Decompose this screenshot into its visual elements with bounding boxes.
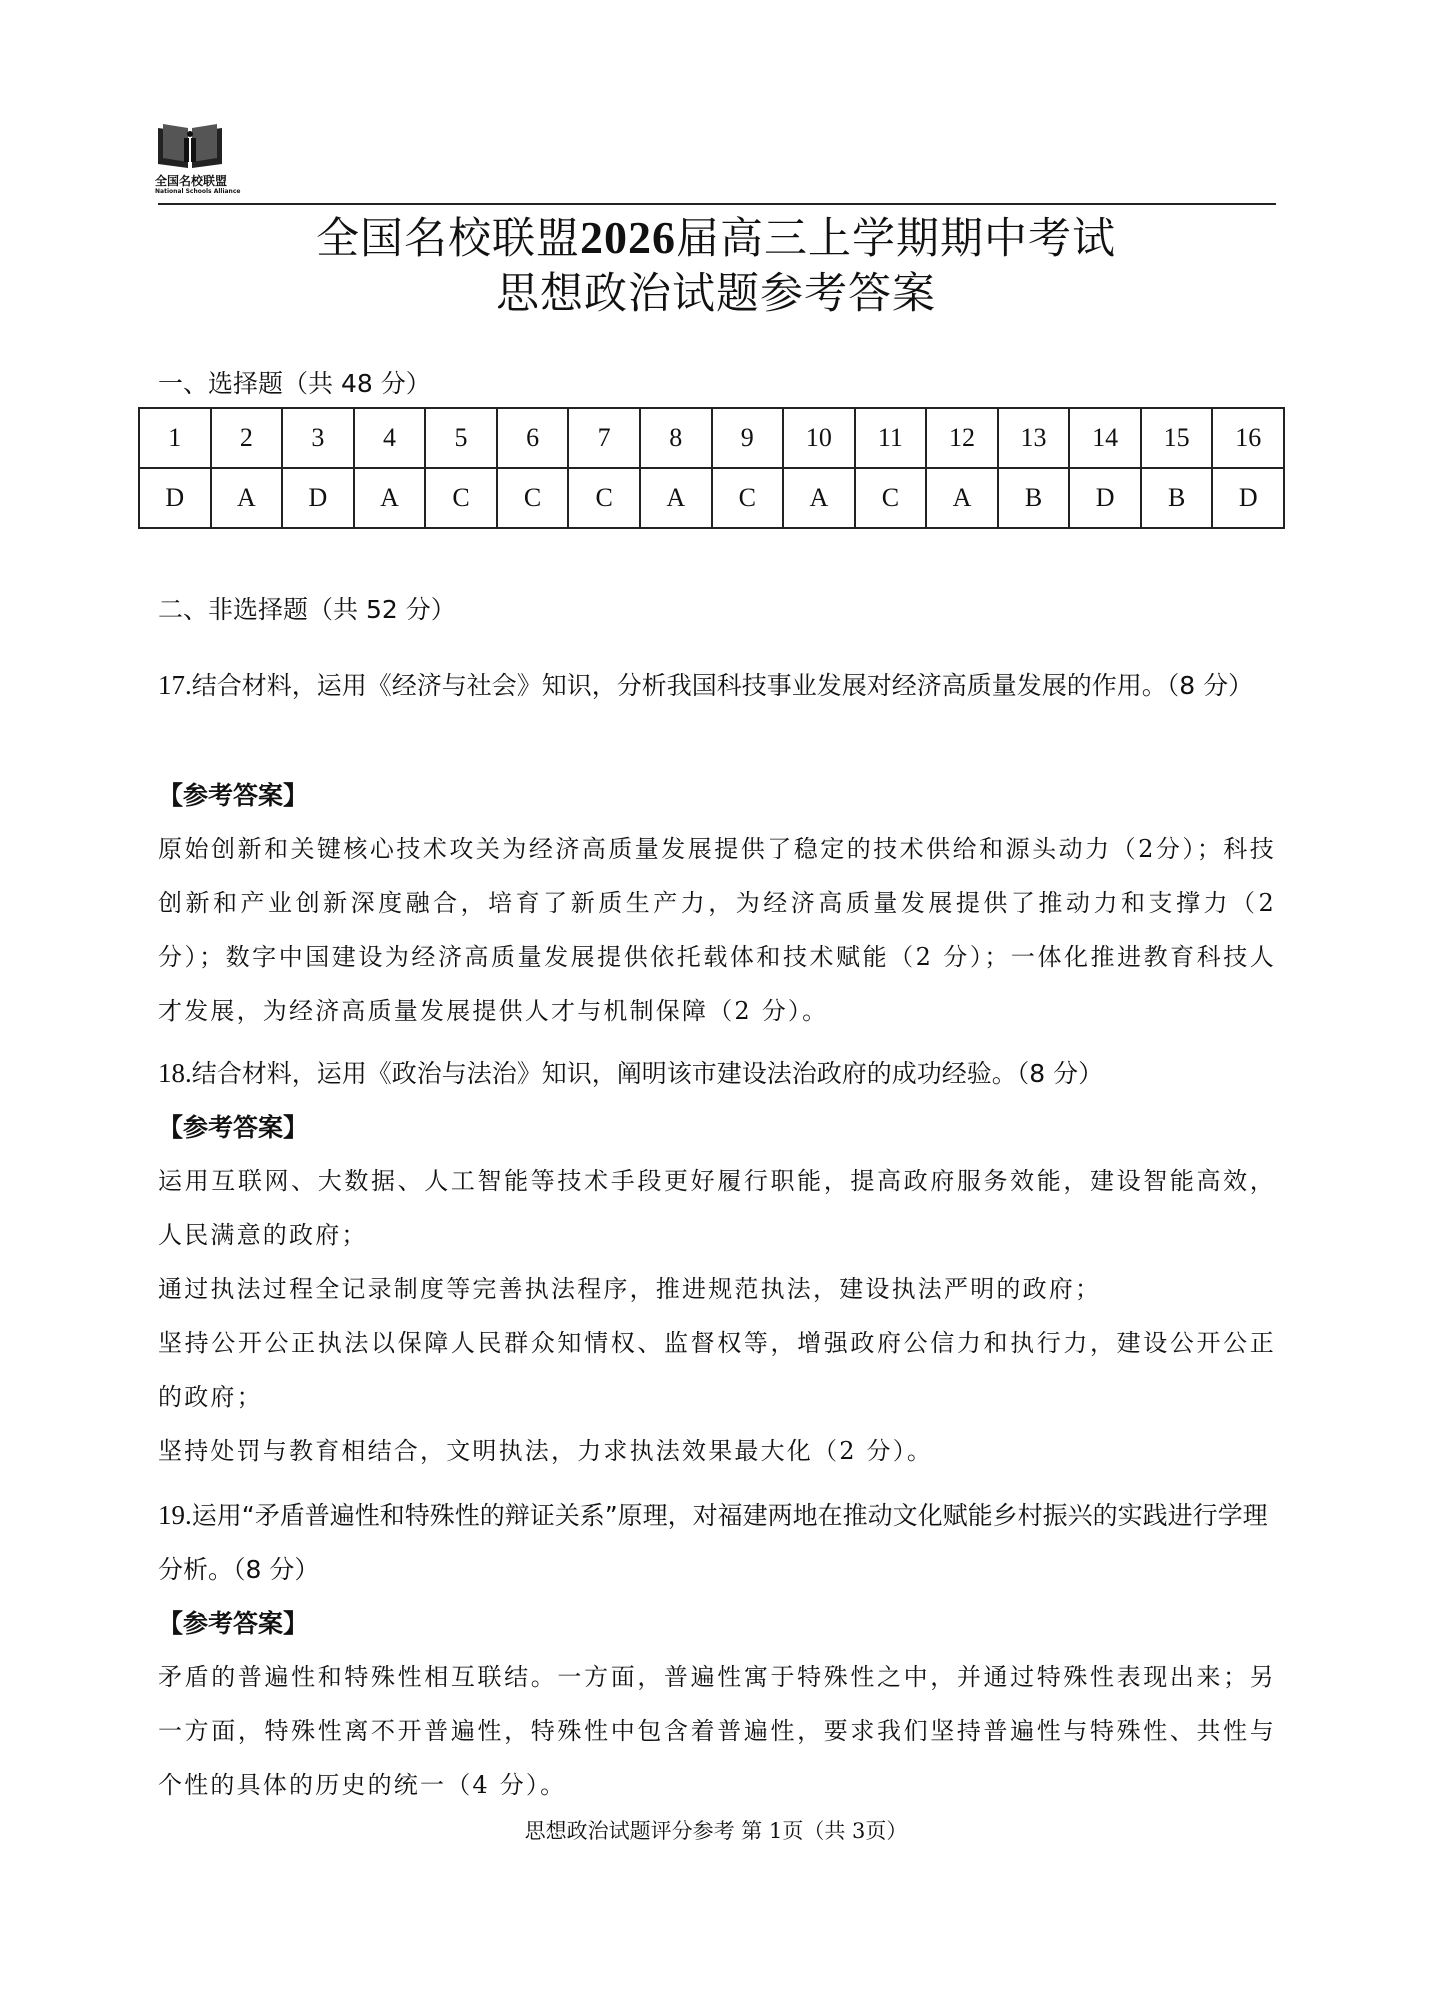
question-number-row [139, 408, 1284, 468]
question-17-answer [158, 822, 1276, 1038]
question-number-cell: 11 [855, 408, 927, 468]
question-number-cell: 14 [1069, 408, 1141, 468]
question-number-cell: 4 [354, 408, 426, 468]
answer-cell: D [139, 468, 211, 528]
question-number-cell: 1 [139, 408, 211, 468]
answer-cell: C [497, 468, 569, 528]
title-suffix: 届高三上学期期中考试 [676, 214, 1116, 264]
question-number-cell: 12 [926, 408, 998, 468]
question-number-cell: 13 [998, 408, 1070, 468]
question-text: 运用“矛盾普遍性和特殊性的辩证关系”原理，对福建两地在推动文化赋能乡村振兴的实践进行学理分析。（8 分） [158, 1501, 1268, 1584]
answer-paragraph: 运用互联网、大数据、人工智能等技术手段更好履行职能，提高政府服务效能，建设智能高效，人民满意的政府； [158, 1167, 1276, 1249]
answer-cell: B [1141, 468, 1213, 528]
answer-row [139, 468, 1284, 528]
reference-answer-label: 【参考答案】 [158, 781, 309, 810]
question-19-prompt [158, 1488, 1278, 1597]
answer-cell: D [1212, 468, 1284, 528]
question-text: 结合材料，运用《政治与法治》知识，阐明该市建设法治政府的成功经验。（8 分） [191, 1059, 1104, 1088]
document-title [0, 210, 1432, 267]
question-number-cell: 8 [640, 408, 712, 468]
answer-cell: C [712, 468, 784, 528]
logo-name-en: National Schools Alliance [155, 188, 241, 195]
question-number-cell: 5 [425, 408, 497, 468]
question-18-prompt [158, 1046, 1278, 1101]
multiple-choice-answer-table [138, 407, 1285, 529]
reference-answer-label: 【参考答案】 [158, 1113, 309, 1142]
answer-cell: B [998, 468, 1070, 528]
question-17-prompt [158, 658, 1278, 713]
question-number-cell: 3 [282, 408, 354, 468]
question-number: 18. [158, 1058, 192, 1088]
answer-cell: A [354, 468, 426, 528]
question-number-cell: 6 [497, 408, 569, 468]
question-19-answer [158, 1650, 1276, 1812]
page-footer: 思想政治试题评分参考 第 1页（共 3页） [524, 1819, 908, 1843]
answer-cell: C [425, 468, 497, 528]
question-number-cell: 7 [568, 408, 640, 468]
answer-cell: C [568, 468, 640, 528]
answer-cell: D [282, 468, 354, 528]
reference-answer-label: 【参考答案】 [158, 1609, 309, 1638]
question-number-cell: 10 [783, 408, 855, 468]
question-number: 19. [158, 1500, 192, 1530]
answer-cell: C [855, 468, 927, 528]
question-number: 17. [158, 670, 192, 700]
question-number-cell: 2 [211, 408, 283, 468]
answer-cell: A [211, 468, 283, 528]
question-18-answer [158, 1154, 1276, 1478]
header-divider [158, 203, 1276, 205]
question-number-cell: 16 [1212, 408, 1284, 468]
book-icon [155, 120, 225, 170]
section-heading-multiple-choice: 一、选择题（共 48 分） [158, 369, 431, 398]
answer-paragraph: 矛盾的普遍性和特殊性相互联结。一方面，普遍性寓于特殊性之中，并通过特殊性表现出来；另一方面，特殊性离不开普遍性，特殊性中包含着普遍性，要求我们坚持普遍性与特殊性、共性与个性的具体的历史的统一（4 分）。 [158, 1663, 1276, 1799]
answer-cell: A [640, 468, 712, 528]
answer-cell: A [926, 468, 998, 528]
section-heading-free-response: 二、非选择题（共 52 分） [158, 595, 456, 624]
answer-paragraph: 坚持处罚与教育相结合，文明执法，力求执法效果最大化（2 分）。 [158, 1437, 934, 1465]
answer-paragraph: 原始创新和关键核心技术攻关为经济高质量发展提供了稳定的技术供给和源头动力（2分）；科技创新和产业创新深度融合，培育了新质生产力，为经济高质量发展提供了推动力和支撑力（2 分）；数字中国建设为经济高质量发展提供依托载体和技术赋能（2 分）；一体化推进教育科技人才发展，为经济高质量发展提供人才与机制保障（2 分）。 [158, 835, 1276, 1025]
answer-cell: D [1069, 468, 1141, 528]
document-subtitle: 思想政治试题参考答案 [496, 269, 936, 319]
question-number-cell: 15 [1141, 408, 1213, 468]
logo-name-cn: 全国名校联盟 [155, 174, 228, 188]
answer-paragraph: 坚持公开公正执法以保障人民群众知情权、监督权等，增强政府公信力和执行力，建设公开公正的政府； [158, 1329, 1276, 1411]
answer-cell: A [783, 468, 855, 528]
title-year: 2026 [580, 212, 676, 263]
school-alliance-logo [155, 120, 245, 200]
answer-paragraph: 通过执法过程全记录制度等完善执法程序，推进规范执法，建设执法严明的政府； [158, 1275, 1102, 1303]
question-number-cell: 9 [712, 408, 784, 468]
title-prefix: 全国名校联盟 [316, 214, 580, 264]
question-text: 结合材料，运用《经济与社会》知识，分析我国科技事业发展对经济高质量发展的作用。（8 分） [191, 671, 1254, 700]
